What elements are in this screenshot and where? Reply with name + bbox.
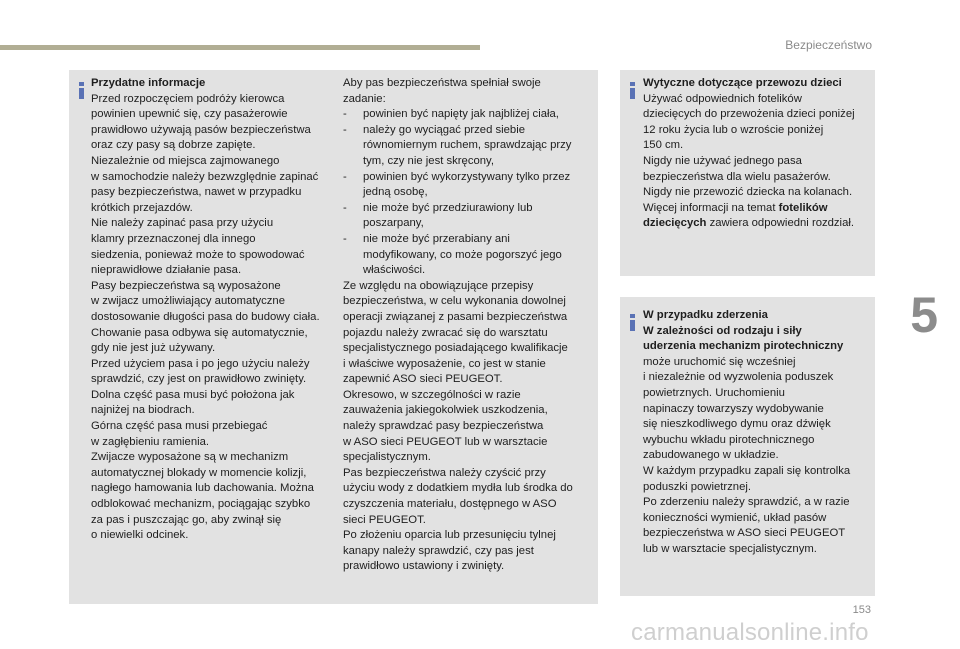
text-line: bezpieczeństwa, w celu wykonania dowolnej xyxy=(343,295,566,308)
list-item-text: nie może być przerabiany ani xyxy=(363,232,510,245)
list-item xyxy=(343,248,573,264)
text-line: się nieszkodliwego dymu oraz dźwięk xyxy=(643,418,831,431)
list-item xyxy=(343,185,573,201)
list-item xyxy=(343,107,573,123)
list-item-text: właściwości. xyxy=(363,264,426,277)
text-span: bezpieczeństwa dla wielu pasażerów. xyxy=(643,170,831,183)
list-item xyxy=(343,154,573,170)
text-line: zadanie: xyxy=(343,92,386,105)
text-line: Przed użyciem pasa i po jego użyciu należy xyxy=(91,357,310,370)
text-line: zauważenia jakiegokolwiek uszkodzenia, xyxy=(343,404,548,417)
text-span: Nigdy nie używać jednego pasa xyxy=(643,154,802,167)
text-line: specjalistycznego posiadającego kwalifikacje xyxy=(343,342,568,355)
list-item-text: jedną osobę, xyxy=(363,186,428,199)
left-column-title: Przydatne informacje xyxy=(91,77,206,89)
text-line: sieci PEUGEOT. xyxy=(343,513,426,526)
text-line: Po złożeniu oparcia lub przesunięciu tylnej xyxy=(343,529,556,542)
text-line: specjalistycznym. xyxy=(343,451,431,464)
text-line: operacji związanej z pasami bezpieczeństwa xyxy=(343,310,568,323)
text-line: Górna część pasa musi przebiegać xyxy=(91,420,268,433)
list-item xyxy=(343,138,573,154)
text-line: w samochodzie należy bezwzględnie zapinać xyxy=(91,170,319,183)
text-line xyxy=(643,154,855,170)
middle-column-body xyxy=(343,279,573,575)
child-transport-ref-line2 xyxy=(643,216,855,232)
text-line: W przypadku zderzenia xyxy=(643,309,768,321)
text-line: w zagłębieniu ramienia. xyxy=(91,435,210,448)
list-item xyxy=(343,232,573,248)
text-line xyxy=(643,123,855,139)
list-item-text: poszarpany, xyxy=(363,217,424,230)
middle-column-intro xyxy=(343,76,573,107)
list-item-text: równomiernym ruchem, sprawdzając przy xyxy=(363,139,572,152)
list-item xyxy=(343,263,573,279)
text-line: w ASO sieci PEUGEOT lub w warsztacie xyxy=(343,435,548,448)
text-line: siedzenia, ponieważ może to spowodować xyxy=(91,248,305,261)
text-line: nagłego hamowania lub dachowania. Można xyxy=(91,482,314,495)
collision-title xyxy=(643,308,850,355)
list-dash: - xyxy=(343,123,347,136)
text-line: pojazdu należy zwracać się do warsztatu xyxy=(343,326,548,339)
text-line xyxy=(643,92,855,108)
text-line: Nie należy zapinać pasa przy użyciu xyxy=(91,217,274,230)
collision-text xyxy=(643,308,850,558)
text-line: W każdym przypadku zapali się kontrolka xyxy=(643,464,851,477)
list-dash: - xyxy=(343,232,347,245)
child-transport-text xyxy=(643,76,855,232)
text-line: Niezależnie od miejsca zajmowanego xyxy=(91,154,280,167)
text-line: sprawdzić, czy jest on prawidłowo zwinięty. xyxy=(91,373,307,386)
text-line: automatycznej blokady w momencie kolizji, xyxy=(91,466,307,479)
text-line: zapewnić ASO sieci PEUGEOT. xyxy=(343,373,503,386)
text-line: klamry przeznaczonej dla innego xyxy=(91,232,256,245)
list-item-text: powinien być napięty jak najbliżej ciała, xyxy=(363,108,559,121)
text-line: powietrznych. Uruchomieniu xyxy=(643,386,785,399)
text-line: oraz czy pasy są dobrze zapięte. xyxy=(91,139,256,152)
text-line: bezpieczeństwa w ASO sieci PEUGEOT xyxy=(643,527,846,540)
text-line: może uruchomić się wcześniej xyxy=(643,355,796,368)
child-transport-title: Wytyczne dotyczące przewozu dzieci xyxy=(643,77,842,89)
text-span: 150 cm. xyxy=(643,139,684,152)
text-line: lub w warsztacie specjalistycznym. xyxy=(643,542,817,555)
child-transport-tail: zawiera odpowiedni rozdział. xyxy=(706,217,855,230)
list-item xyxy=(343,123,573,139)
watermark: carmanualsonline.info xyxy=(631,619,869,646)
text-line: Pas bezpieczeństwa należy czyścić przy xyxy=(343,466,546,479)
text-line: za pas i puszczając go, aby zwinął się xyxy=(91,513,282,526)
text-line: Zwijacze wyposażone są w mechanizm xyxy=(91,451,289,464)
list-dash: - xyxy=(343,201,347,214)
text-line: prawidłowo używają pasów bezpieczeństwa xyxy=(91,123,311,136)
chapter-number: 5 xyxy=(910,287,938,343)
list-item-text: tym, czy nie jest skręcony, xyxy=(363,154,494,167)
text-line: dostosowanie długości pasa do budowy ciała. xyxy=(91,310,320,323)
list-item-text: powinien być wykorzystywany tylko przez xyxy=(363,170,571,183)
child-transport-body xyxy=(643,92,855,217)
list-item-text: nie może być przedziurawiony lub xyxy=(363,201,533,214)
list-dash: - xyxy=(343,108,347,121)
left-column xyxy=(91,76,320,544)
text-line: W zależności od rodzaju i siły xyxy=(643,324,802,337)
page-number: 153 xyxy=(852,604,871,616)
text-line: powinien upewnić się, czy pasażerowie xyxy=(91,108,288,121)
section-title: Bezpieczeństwo xyxy=(785,38,872,52)
text-line: zabudowanego w układzie. xyxy=(643,449,779,462)
list-item xyxy=(343,201,573,217)
text-line: wybuchu wkładu pirotechnicznego xyxy=(643,433,815,446)
text-line: użyciu wody z dodatkiem mydła lub środka do xyxy=(343,482,573,495)
text-line: Dolna część pasa musi być położona jak xyxy=(91,388,295,401)
text-line: gdy nie jest już używany. xyxy=(91,342,216,355)
text-line: konieczności wymienić, układ pasów xyxy=(643,511,827,524)
text-line: czyszczenia materiału, dostępnego w ASO xyxy=(343,498,557,511)
text-line: prawidłowo ustawiony i zwinięty. xyxy=(343,560,505,573)
list-dash: - xyxy=(343,170,347,183)
text-line: w zwijacz umożliwiający automatyczne xyxy=(91,295,285,308)
child-seats-ref-2: dziecięcych xyxy=(643,217,707,230)
text-line: odblokować mechanizm, pociągając szybko xyxy=(91,498,311,511)
header-rule xyxy=(0,45,480,50)
text-line xyxy=(643,170,855,186)
left-column-body xyxy=(91,92,320,544)
info-icon xyxy=(630,314,635,331)
text-line: najniżej na biodrach. xyxy=(91,404,195,417)
text-line: o niewielki odcinek. xyxy=(91,529,189,542)
list-item-text: modyfikowany, co może pogorszyć jego xyxy=(363,248,562,261)
text-line: Przed rozpoczęciem podróży kierowca xyxy=(91,92,285,105)
text-line: i właściwe wyposażenie, co jest w stanie xyxy=(343,357,546,370)
collision-body xyxy=(643,355,850,558)
text-span: dziecięcych do przewożenia dzieci poniżej xyxy=(643,108,855,121)
text-line xyxy=(643,185,855,201)
text-line: Ze względu na obowiązujące przepisy xyxy=(343,279,534,292)
text-line xyxy=(643,201,855,217)
child-seats-ref: fotelików xyxy=(778,201,828,214)
text-line: Aby pas bezpieczeństwa spełniał swoje xyxy=(343,77,541,89)
list-item-text: należy go wyciągać przed siebie xyxy=(363,123,526,136)
list-item xyxy=(343,170,573,186)
text-span: Więcej informacji na temat xyxy=(643,201,779,214)
text-line: należy sprawdzać pasy bezpieczeństwa xyxy=(343,420,544,433)
text-line: Chowanie pasa odbywa się automatycznie, xyxy=(91,326,308,339)
list-item xyxy=(343,216,573,232)
text-line: napinaczy towarzyszy wydobywanie xyxy=(643,402,824,415)
requirements-list xyxy=(343,107,573,279)
text-line xyxy=(643,138,855,154)
text-line: kanapy należy sprawdzić, czy pas jest xyxy=(343,544,534,557)
text-span: Używać odpowiednich fotelików xyxy=(643,92,802,105)
text-line: Po zderzeniu należy sprawdzić, a w razie xyxy=(643,496,850,509)
middle-column xyxy=(343,76,573,575)
info-icon xyxy=(630,82,635,99)
text-line: uderzenia mechanizm pirotechniczny xyxy=(643,340,844,353)
text-line: Okresowo, w szczególności w razie xyxy=(343,388,521,401)
text-span: Nigdy nie przewozić dziecka na kolanach. xyxy=(643,186,853,199)
text-line: i niezależnie od wyzwolenia poduszek xyxy=(643,371,834,384)
text-line xyxy=(643,107,855,123)
text-span: 12 roku życia lub o wzroście poniżej xyxy=(643,123,824,136)
info-icon xyxy=(79,82,84,99)
text-line: pasy bezpieczeństwa, nawet w przypadku xyxy=(91,186,302,199)
text-line: poduszki powietrznej. xyxy=(643,480,752,493)
text-line: nieprawidłowe działanie pasa. xyxy=(91,264,242,277)
text-line: Pasy bezpieczeństwa są wyposażone xyxy=(91,279,281,292)
text-line: krótkich przejazdów. xyxy=(91,201,193,214)
